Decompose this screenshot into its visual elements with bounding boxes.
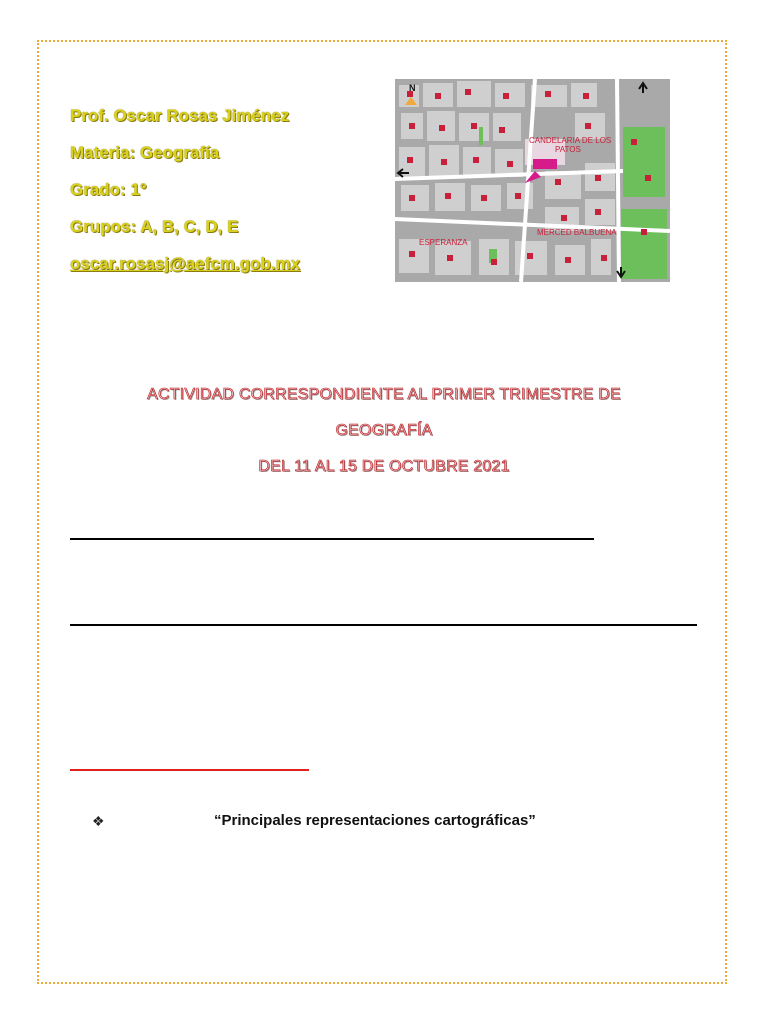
map-label-esperanza: ESPERANZA (419, 238, 468, 247)
map-north-label: N (409, 83, 416, 93)
diamond-bullet-icon: ❖ (92, 813, 105, 829)
divider-line-2 (70, 624, 697, 626)
subject-line: Materia: Geografía (70, 143, 220, 162)
street-map-image (395, 79, 670, 282)
red-divider-line (70, 769, 309, 771)
activity-title (60, 384, 708, 492)
map-label-merced: MERCED BALBUENA (537, 228, 617, 237)
title-line-3: DEL 11 AL 15 DE OCTUBRE 2021 (258, 458, 510, 475)
topic-text: “Principales representaciones cartográficas” (214, 812, 536, 829)
teacher-info-block (70, 104, 300, 289)
grade-line: Grado: 1° (70, 180, 147, 199)
teacher-name: Prof. Oscar Rosas Jiménez (70, 106, 290, 125)
map-label-candelaria: CANDELARIA DE LOS (529, 136, 612, 145)
topic-list-item (92, 812, 692, 834)
groups-line: Grupos: A, B, C, D, E (70, 217, 239, 236)
email-link[interactable]: oscar.rosasj@aefcm.gob.mx (70, 254, 301, 273)
map-label-patos: PATOS (555, 145, 581, 154)
title-line-2: GEOGRAFÍA (335, 422, 433, 439)
title-line-1: ACTIVIDAD CORRESPONDIENTE AL PRIMER TRIMESTRE DE (147, 386, 621, 403)
divider-line-1 (70, 538, 594, 540)
